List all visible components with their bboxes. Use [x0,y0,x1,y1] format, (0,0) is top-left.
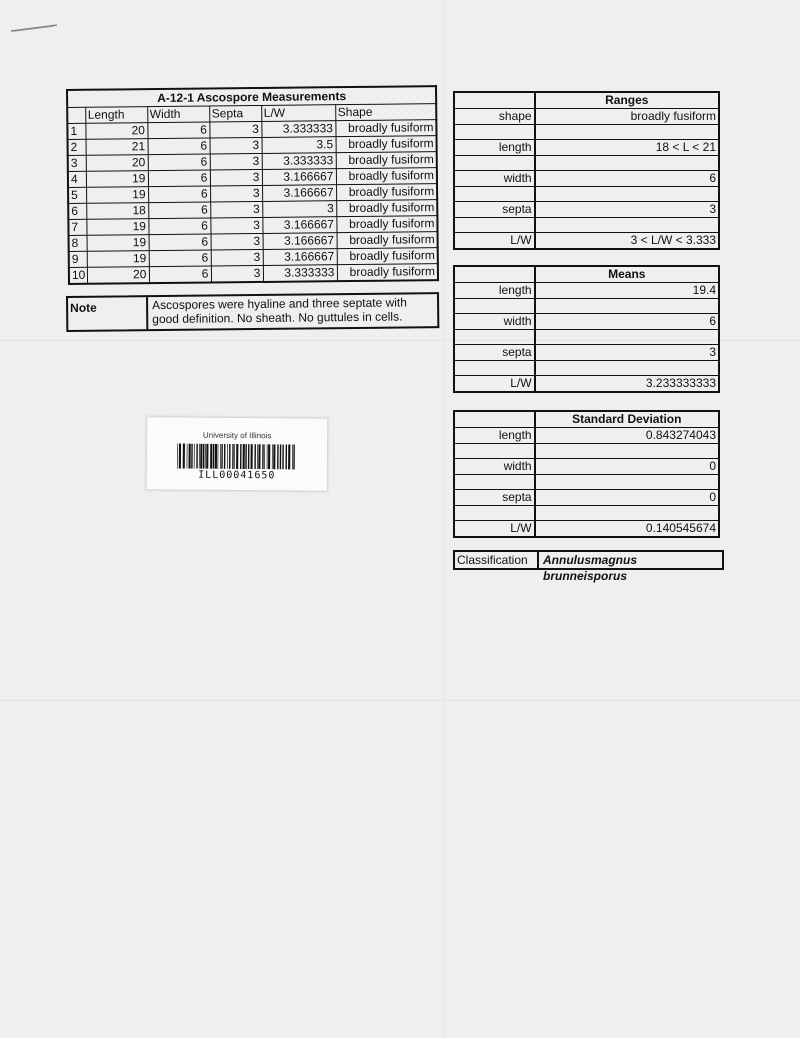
cell-septa: 3 [210,185,262,202]
barcode-label [146,416,329,492]
range-row [454,233,719,250]
column-header: Length [85,107,147,124]
barcode-bar [248,444,250,469]
barcode-bar [234,444,235,469]
row-index: 9 [69,251,87,267]
barcode-bar [220,444,221,469]
classification-label: Classification [455,552,539,568]
ranges-title: Ranges [535,92,719,109]
cell-septa: 3 [210,153,262,170]
row-label: length [454,140,535,156]
barcode-bar [227,444,228,469]
cell-length: 19 [87,251,149,268]
row-value: 0 [535,459,719,475]
cell-lw: 3.5 [262,137,336,154]
cell-lw: 3.166667 [262,169,336,186]
cell-width: 6 [148,170,210,187]
row-index: 3 [68,155,86,171]
cell-length: 19 [87,235,149,252]
cell-shape: broadly fusiform [335,120,436,137]
ascospore-measurements-table [66,85,439,285]
cell-shape: broadly fusiform [337,248,438,265]
barcode-bar [293,444,295,469]
row-index: 4 [68,171,86,187]
row-value: broadly fusiform [535,109,719,125]
cell-lw: 3.166667 [262,185,336,202]
cell-width: 6 [149,266,211,283]
barcode-bar [245,444,247,469]
row-index: 6 [68,203,86,219]
cell-lw: 3.333333 [262,153,336,170]
barcode-bar [179,443,181,468]
cell-shape: broadly fusiform [336,184,437,201]
row-label: length [454,428,535,444]
barcode-bar [273,444,275,469]
barcode-bar [188,444,190,469]
row-value: 19.4 [535,283,719,299]
cell-shape: broadly fusiform [337,264,438,282]
row-label: septa [454,202,535,218]
cell-shape: broadly fusiform [336,168,437,185]
barcode-bar [206,444,208,469]
range-row [454,202,719,218]
column-header: Septa [209,105,261,122]
note-box [66,292,439,332]
means-row [454,283,719,299]
row-value: 0 [535,490,719,506]
range-row [454,140,719,156]
stdev-row [454,521,719,538]
cell-septa: 3 [211,249,263,266]
cell-length: 20 [86,155,148,172]
row-label: length [454,283,535,299]
row-value: 3 < L/W < 3.333 [535,233,719,250]
barcode-bar [267,444,268,469]
barcode-bar [187,444,188,469]
cell-width: 6 [148,218,210,235]
row-label: width [454,314,535,330]
cell-lw: 3.166667 [263,233,337,250]
cell-width: 6 [148,186,210,203]
cell-width: 6 [149,250,211,267]
stdev-row [454,490,719,506]
row-index: 5 [68,187,86,203]
ranges-table [453,91,720,250]
row-index: 10 [69,267,87,284]
column-header: Shape [335,104,436,121]
barcode-bar [288,444,290,469]
row-label: shape [454,109,535,125]
cell-width: 6 [148,138,210,155]
cell-width: 6 [148,154,210,171]
stdev-title: Standard Deviation [535,411,719,428]
paper-fold [444,0,445,1038]
barcode-bar [243,444,245,469]
barcode-bar [236,444,238,469]
barcode-bar [177,443,178,468]
barcode-bar [210,444,212,469]
barcode-bar [200,444,202,469]
row-index: 2 [68,139,86,155]
barcode-bar [250,444,252,469]
row-index: 8 [69,235,87,251]
cell-septa: 3 [209,121,261,138]
cell-lw: 3.333333 [263,265,337,282]
column-header: Width [147,106,209,123]
cell-width: 6 [147,122,209,139]
barcode-bar [280,444,282,469]
row-index: 7 [68,219,86,235]
barcode-bar [285,444,287,469]
row-label: width [454,459,535,475]
means-title: Means [535,266,719,283]
barcode-bar [203,444,205,469]
barcode-bar [254,444,256,469]
cell-shape: broadly fusiform [337,232,438,249]
barcode-bar [272,444,273,469]
cell-length: 19 [86,171,148,188]
row-value: 0.843274043 [535,428,719,444]
barcode-bar [205,444,206,469]
barcode-bar [224,444,226,469]
standard-deviation-table [453,410,720,538]
stdev-row [454,428,719,444]
index-header [67,107,85,123]
paper-fold [0,700,800,701]
barcode-bar [257,444,258,469]
cell-lw: 3.166667 [263,249,337,266]
cell-septa: 3 [211,233,263,250]
barcode-bar [221,444,223,469]
table-row [69,264,438,284]
row-value: 6 [535,171,719,187]
barcode-bar [292,444,293,469]
cell-length: 21 [86,139,148,156]
range-row [454,109,719,125]
row-value: 3 [535,202,719,218]
cell-length: 18 [86,203,148,220]
table-title: A-12-1 Ascospore Measurements [67,86,436,107]
row-label: L/W [454,233,535,250]
cell-length: 20 [87,267,149,284]
barcode-bar [199,444,200,469]
cell-length: 20 [85,123,147,140]
cell-lw: 3.333333 [261,121,335,138]
cell-septa: 3 [210,169,262,186]
row-value: 0.140545674 [535,521,719,538]
barcode-bar [268,444,270,469]
cell-width: 6 [148,202,210,219]
classification-value: Annulusmagnus brunneisporus [543,553,638,583]
cell-septa: 3 [210,217,262,234]
cell-shape: broadly fusiform [336,136,437,153]
cell-shape: broadly fusiform [336,200,437,217]
cell-septa: 3 [210,201,262,218]
stdev-row [454,459,719,475]
barcode-bar [215,444,217,469]
barcode-bar [264,444,265,469]
barcode-bar [232,444,234,469]
row-label: width [454,171,535,187]
barcode-bar [277,444,279,469]
cell-shape: broadly fusiform [336,152,437,169]
barcode-bar [258,444,260,469]
means-row [454,345,719,361]
barcode-number: ILL00041650 [198,469,276,482]
barcode-bar [196,444,198,469]
cell-lw: 3 [262,201,336,218]
cell-lw: 3.166667 [262,217,336,234]
range-row [454,171,719,187]
cell-septa: 3 [210,137,262,154]
row-label: L/W [454,521,535,538]
means-row [454,376,719,393]
row-value: 3.233333333 [535,376,719,393]
institution-name: University of Illinois [202,430,272,441]
barcode-bar [217,444,218,469]
barcode-bar [240,444,242,469]
cell-septa: 3 [211,265,263,282]
barcode-bar [213,444,215,469]
column-header: L/W [261,105,335,122]
classification-box [453,550,724,583]
note-label: Note [68,297,148,330]
barcode-bar [183,444,185,469]
row-value: 3 [535,345,719,361]
barcode-bar [191,444,193,469]
row-label: L/W [454,376,535,393]
row-label: septa [454,490,535,506]
barcode [177,443,297,469]
row-value: 18 < L < 21 [535,140,719,156]
note-text: Ascospores were hyaline and three septate with good definition. No sheath. No guttules in cells. [152,295,407,327]
cell-length: 19 [86,219,148,236]
means-table [453,265,720,393]
pencil-mark [10,24,58,32]
cell-shape: broadly fusiform [336,216,437,233]
row-index: 1 [67,123,85,139]
barcode-bar [194,444,195,469]
barcode-bar [229,444,231,469]
barcode-bar [262,444,264,469]
barcode-bar [282,444,284,469]
cell-width: 6 [149,234,211,251]
cell-length: 19 [86,187,148,204]
means-row [454,314,719,330]
row-label: septa [454,345,535,361]
row-value: 6 [535,314,719,330]
